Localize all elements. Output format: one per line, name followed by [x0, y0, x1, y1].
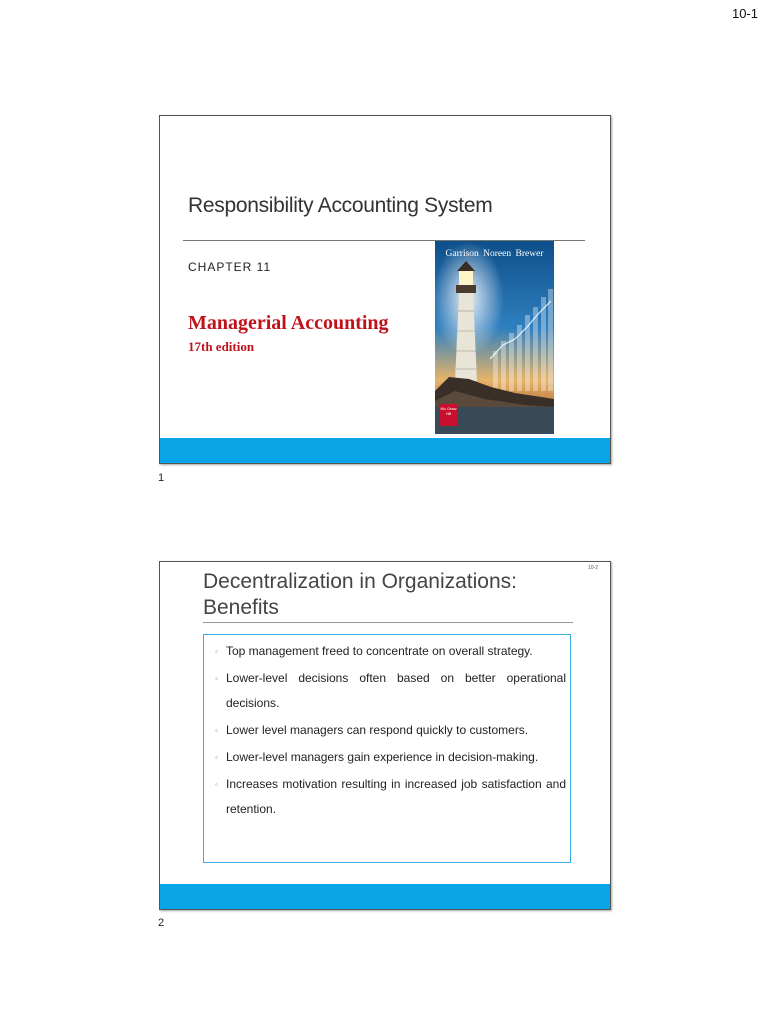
bullet-list — [215, 639, 566, 822]
bullet-text: Lower-level managers gain experience in decision-making. — [226, 750, 539, 764]
circle-bullet-icon: ◦ — [215, 647, 218, 656]
slide-footer-bar — [160, 438, 610, 463]
bullet-text: Top management freed to concentrate on overall strategy. — [226, 644, 533, 658]
slide-number: 2 — [158, 917, 165, 929]
circle-bullet-icon: ◦ — [215, 753, 218, 762]
slide-title-line: Benefits — [203, 596, 279, 619]
slide-1 — [159, 115, 611, 464]
slide-number: 1 — [158, 472, 165, 484]
bullet-box — [203, 634, 571, 863]
slide-title: Responsibility Accounting System — [188, 194, 493, 217]
circle-bullet-icon: ◦ — [215, 674, 218, 683]
title-divider — [203, 622, 573, 623]
bullet-text: Lower level managers can respond quickly to customers. — [226, 723, 529, 737]
publisher-logo: Mc Graw Hill — [440, 404, 457, 426]
book-title: Managerial Accounting — [188, 312, 389, 334]
slide-mini-label: 10-2 — [587, 565, 598, 571]
bullet-item — [215, 772, 566, 822]
slide-title-line: Decentralization in Organizations: — [203, 570, 517, 593]
book-cover-image — [435, 241, 554, 434]
slide-title — [203, 569, 517, 621]
chapter-label: CHAPTER 11 — [188, 260, 272, 274]
page-label: 10-1 — [731, 6, 758, 21]
bullet-text: Increases motivation resulting in increased job satisfaction and retention. — [226, 777, 566, 816]
cover-authors: Garrison Noreen Brewer — [445, 249, 544, 259]
circle-bullet-icon: ◦ — [215, 780, 218, 789]
bullet-item — [215, 718, 566, 743]
slide-2 — [159, 561, 611, 910]
bullet-text: Lower-level decisions often based on better operational decisions. — [226, 671, 566, 710]
bullet-item — [215, 639, 566, 664]
slide-footer-bar — [160, 884, 610, 909]
book-edition: 17th edition — [188, 339, 255, 354]
circle-bullet-icon: ◦ — [215, 726, 218, 735]
bullet-item — [215, 745, 566, 770]
bullet-item — [215, 666, 566, 716]
